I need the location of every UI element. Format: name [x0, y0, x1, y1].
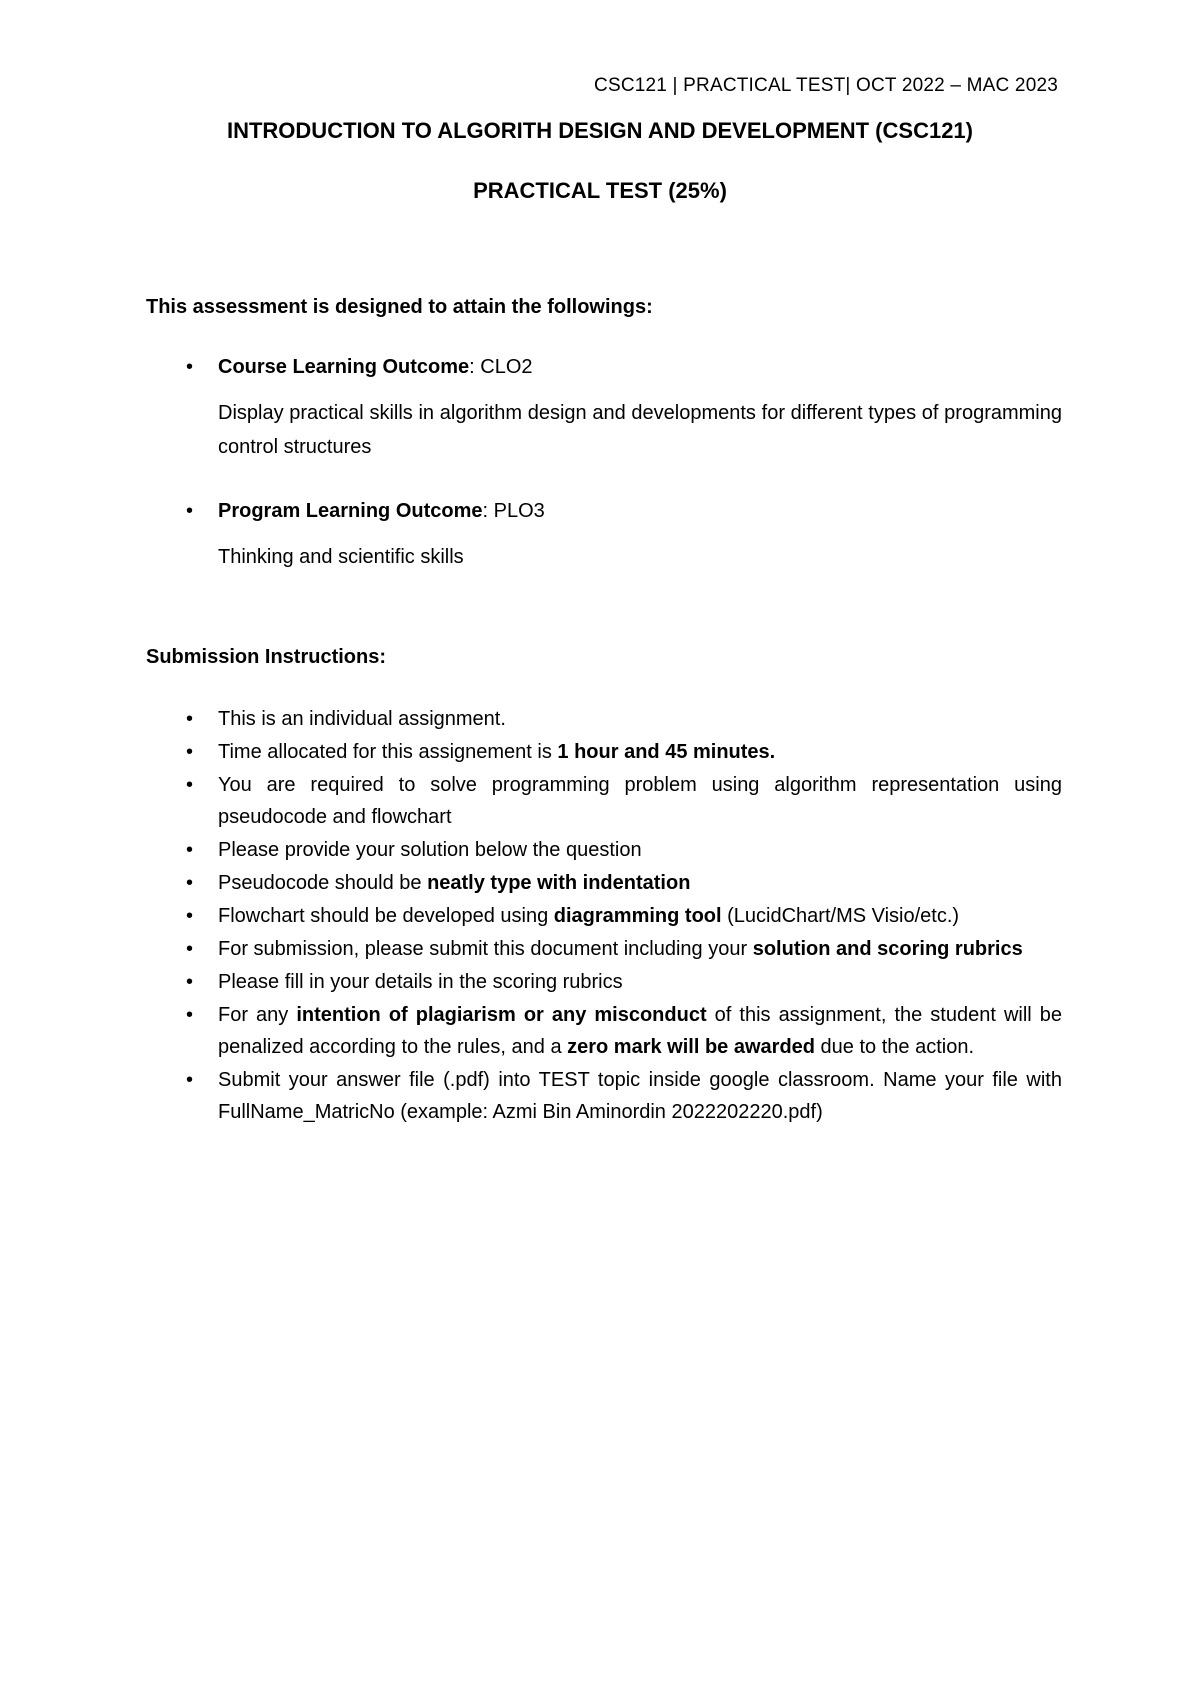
instruction-item: • For any intention of plagiarism or any misconduct of this assignment, the student will be penalized according to the rules, and a zero mark will be awarded due to the action.: [146, 999, 1062, 1063]
bullet-icon: •: [186, 872, 194, 894]
submission-heading: Submission Instructions:: [146, 646, 387, 668]
instruction-item: • Time allocated for this assignement is 1 hour and 45 minutes.: [146, 736, 1062, 768]
bullet-icon: •: [186, 356, 194, 378]
assessment-heading: This assessment is designed to attain the followings:: [146, 296, 653, 318]
clo-code: CLO2: [480, 356, 533, 378]
instruction-item: • Pseudocode should be neatly type with indentation: [146, 867, 1062, 899]
bullet-icon: •: [186, 774, 194, 796]
bullet-icon: •: [186, 741, 194, 763]
instruction-item: • Please fill in your details in the scoring rubrics: [146, 966, 1062, 998]
bullet-icon: •: [186, 905, 194, 927]
instruction-item: • This is an individual assignment.: [146, 703, 1062, 735]
clo-separator: :: [469, 356, 481, 378]
instruction-item: • Submit your answer file (.pdf) into TEST topic inside google classroom. Name your file with FullName_MatricNo (example: Azmi Bin Aminordin 2022202220.pdf): [146, 1064, 1062, 1128]
bullet-icon: •: [186, 1004, 194, 1026]
bullet-icon: •: [186, 500, 194, 522]
bullet-icon: •: [186, 938, 194, 960]
instruction-item: • Please provide your solution below the question: [146, 834, 1062, 866]
bullet-icon: •: [186, 1069, 194, 1091]
clo-description: Display practical skills in algorithm design and developments for different types of programming control structures: [218, 402, 1062, 458]
instruction-item: • For submission, please submit this document including your solution and scoring rubrics: [146, 933, 1062, 965]
clo-label: Course Learning Outcome: [218, 356, 470, 378]
bullet-icon: •: [186, 839, 194, 861]
instruction-item: • You are required to solve programming problem using algorithm representation using pseudocode and flowchart: [146, 769, 1062, 833]
clo-item: [146, 350, 1062, 464]
course-title: INTRODUCTION TO ALGORITH DESIGN AND DEVELOPMENT (CSC121): [226, 118, 973, 143]
plo-label: Program Learning Outcome: [218, 500, 483, 522]
plo-code: PLO3: [493, 500, 545, 522]
plo-item: [146, 494, 1062, 574]
plo-separator: :: [482, 500, 494, 522]
test-title: PRACTICAL TEST (25%): [473, 178, 727, 203]
learning-outcomes-list: [146, 350, 1062, 574]
bullet-icon: •: [186, 971, 194, 993]
bullet-icon: •: [186, 708, 194, 730]
running-header: CSC121 | PRACTICAL TEST| OCT 2022 – MAC 2023: [594, 75, 1058, 96]
submission-instructions-list: [146, 703, 1062, 1129]
instruction-item: • Flowchart should be developed using diagramming tool (LucidChart/MS Visio/etc.): [146, 900, 1062, 932]
plo-description: Thinking and scientific skills: [218, 546, 464, 568]
